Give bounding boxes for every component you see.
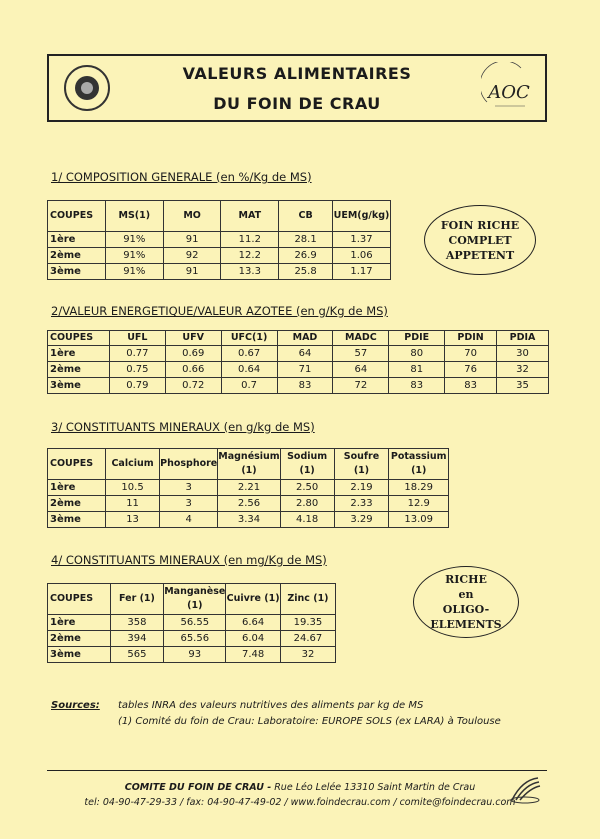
table-row: [48, 512, 449, 528]
table-cell: 0.72: [165, 378, 221, 394]
row-label: 1ère: [48, 232, 106, 248]
table-cell: 25.8: [279, 264, 333, 280]
table-cell: 71: [277, 362, 333, 378]
table-cell: 64: [277, 346, 333, 362]
section2-title: 2/VALEUR ENERGETIQUE/VALEUR AZOTEE (en g/Kg de MS): [51, 304, 388, 318]
column-header: Cuivre (1): [226, 584, 281, 615]
column-header: MO: [163, 201, 221, 232]
table-cell: 32: [280, 647, 335, 663]
title-line-1: VALEURS ALIMENTAIRES: [182, 64, 412, 83]
row-label: 2ème: [48, 362, 110, 378]
sources-line-2: (1) Comité du foin de Crau: Laboratoire: EUROPE SOLS (ex LARA) à Toulouse: [118, 716, 501, 727]
table-row: [48, 496, 449, 512]
table-cell: 2.33: [334, 496, 389, 512]
column-header: COUPES: [48, 331, 110, 346]
table-cell: 1.06: [332, 248, 390, 264]
title-line-2: DU FOIN DE CRAU: [213, 94, 381, 113]
column-header: Manganèse (1): [164, 584, 226, 615]
row-label: 2ème: [48, 631, 111, 647]
table-cell: 65.56: [164, 631, 226, 647]
badge1-line3: APPETENT: [445, 248, 515, 262]
column-header: CB: [279, 201, 333, 232]
column-header: Soufre (1): [334, 449, 389, 480]
column-header: UEM(g/kg): [332, 201, 390, 232]
badge1-line1: FOIN RICHE: [440, 218, 520, 232]
table-cell: 3.29: [334, 512, 389, 528]
table-cell: 64: [333, 362, 389, 378]
table-cell: 83: [445, 378, 497, 394]
row-label: 1ère: [48, 480, 106, 496]
table-row: [48, 346, 549, 362]
column-header: UFL: [109, 331, 165, 346]
table-cell: 13: [105, 512, 159, 528]
column-header: UFV: [165, 331, 221, 346]
table-cell: 7.48: [226, 647, 281, 663]
column-header: Phosphore: [160, 449, 218, 480]
table-row: [48, 480, 449, 496]
minerals-g-table: [47, 448, 449, 528]
column-header: Magnésium (1): [218, 449, 280, 480]
table-cell: 30: [497, 346, 549, 362]
table-cell: 6.04: [226, 631, 281, 647]
table-cell: 0.77: [109, 346, 165, 362]
row-label: 3ème: [48, 264, 106, 280]
row-label: 2ème: [48, 496, 106, 512]
column-header: COUPES: [48, 449, 106, 480]
table-cell: 28.1: [279, 232, 333, 248]
footer-street: Rue Léo Lelée 13310 Saint Martin de Crau: [271, 782, 476, 793]
table-cell: 13.3: [221, 264, 279, 280]
footer-contact: tel: 04-90-47-29-33 / fax: 04-90-47-49-02 / www.foindecrau.com / comite@foindecrau.com: [84, 797, 516, 808]
table-cell: 0.67: [221, 346, 277, 362]
table-row: [48, 647, 336, 663]
column-header: Calcium: [105, 449, 159, 480]
column-header: Fer (1): [110, 584, 163, 615]
table-cell: 0.64: [221, 362, 277, 378]
column-header: COUPES: [48, 584, 111, 615]
badge2-line2: en: [458, 588, 474, 601]
table-cell: 83: [389, 378, 445, 394]
table-row: [48, 248, 391, 264]
column-header: Potassium (1): [389, 449, 449, 480]
table-cell: 80: [389, 346, 445, 362]
table-cell: 3: [160, 496, 218, 512]
column-header: UFC(1): [221, 331, 277, 346]
table-cell: 0.69: [165, 346, 221, 362]
table-cell: 92: [163, 248, 221, 264]
column-header: Sodium (1): [280, 449, 334, 480]
table-cell: 11.2: [221, 232, 279, 248]
table-cell: 4.18: [280, 512, 334, 528]
table-cell: 1.37: [332, 232, 390, 248]
section1-title: 1/ COMPOSITION GENERALE (en %/Kg de MS): [51, 170, 312, 184]
row-label: 3ème: [48, 512, 106, 528]
table-cell: 6.64: [226, 615, 281, 631]
table-row: [48, 362, 549, 378]
table-row: [48, 631, 336, 647]
table-cell: 0.75: [109, 362, 165, 378]
table-cell: 91%: [105, 248, 163, 264]
row-label: 1ère: [48, 615, 111, 631]
rich-hay-badge: [424, 205, 536, 275]
table-cell: 32: [497, 362, 549, 378]
table-header-row: [48, 449, 449, 480]
table-cell: 2.19: [334, 480, 389, 496]
table-header-row: [48, 201, 391, 232]
row-label: 1ère: [48, 346, 110, 362]
table-cell: 1.17: [332, 264, 390, 280]
hay-logo-icon: [508, 776, 542, 804]
column-header: COUPES: [48, 201, 106, 232]
table-row: [48, 264, 391, 280]
table-cell: 72: [333, 378, 389, 394]
badge1-line2: COMPLET: [448, 233, 512, 247]
table-cell: 93: [164, 647, 226, 663]
energy-table: [47, 330, 549, 394]
table-cell: 81: [389, 362, 445, 378]
column-header: PDIN: [445, 331, 497, 346]
table-cell: 2.56: [218, 496, 280, 512]
table-header-row: [48, 584, 336, 615]
column-header: Zinc (1): [280, 584, 335, 615]
oligo-elements-badge: [413, 566, 519, 638]
table-cell: 2.50: [280, 480, 334, 496]
row-label: 3ème: [48, 647, 111, 663]
table-cell: 12.9: [389, 496, 449, 512]
table-row: [48, 378, 549, 394]
table-cell: 18.29: [389, 480, 449, 496]
table-cell: 2.21: [218, 480, 280, 496]
table-cell: 3.34: [218, 512, 280, 528]
table-cell: 35: [497, 378, 549, 394]
table-cell: 0.79: [109, 378, 165, 394]
column-header: MADC: [333, 331, 389, 346]
aoc-seal-icon: [481, 62, 537, 116]
column-header: PDIA: [497, 331, 549, 346]
composition-table: [47, 200, 391, 280]
table-cell: 12.2: [221, 248, 279, 264]
sources-label: Sources:: [51, 700, 100, 711]
table-cell: 4: [160, 512, 218, 528]
footer-org: COMITE DU FOIN DE CRAU -: [124, 782, 272, 793]
table-cell: 26.9: [279, 248, 333, 264]
table-cell: 358: [110, 615, 163, 631]
sources-line-1: tables INRA des valeurs nutritives des aliments par kg de MS: [118, 700, 424, 711]
badge2-line1: RICHE: [445, 573, 487, 586]
column-header: MS(1): [105, 201, 163, 232]
table-cell: 24.67: [280, 631, 335, 647]
table-cell: 394: [110, 631, 163, 647]
table-cell: 13.09: [389, 512, 449, 528]
table-row: [48, 232, 391, 248]
aoc-seal-text: AOC: [488, 82, 530, 103]
table-cell: 0.7: [221, 378, 277, 394]
table-cell: 56.55: [164, 615, 226, 631]
footer-divider: [47, 770, 547, 771]
table-cell: 70: [445, 346, 497, 362]
table-cell: 2.80: [280, 496, 334, 512]
section4-title: 4/ CONSTITUANTS MINERAUX (en mg/Kg de MS): [51, 553, 327, 567]
table-header-row: [48, 331, 549, 346]
row-label: 2ème: [48, 248, 106, 264]
table-cell: 57: [333, 346, 389, 362]
table-cell: 0.66: [165, 362, 221, 378]
minerals-mg-table: [47, 583, 336, 663]
column-header: MAD: [277, 331, 333, 346]
badge2-line3: OLIGO-: [442, 603, 490, 616]
table-cell: 19.35: [280, 615, 335, 631]
table-cell: 76: [445, 362, 497, 378]
table-row: [48, 615, 336, 631]
table-cell: 91: [163, 232, 221, 248]
table-cell: 565: [110, 647, 163, 663]
table-cell: 91%: [105, 232, 163, 248]
table-cell: 10.5: [105, 480, 159, 496]
column-header: PDIE: [389, 331, 445, 346]
table-cell: 83: [277, 378, 333, 394]
table-cell: 11: [105, 496, 159, 512]
badge2-line4: ELEMENTS: [430, 618, 502, 631]
table-cell: 91%: [105, 264, 163, 280]
table-cell: 3: [160, 480, 218, 496]
column-header: MAT: [221, 201, 279, 232]
row-label: 3ème: [48, 378, 110, 394]
table-cell: 91: [163, 264, 221, 280]
header-box: [47, 54, 547, 122]
section3-title: 3/ CONSTITUANTS MINERAUX (en g/kg de MS): [51, 420, 315, 434]
